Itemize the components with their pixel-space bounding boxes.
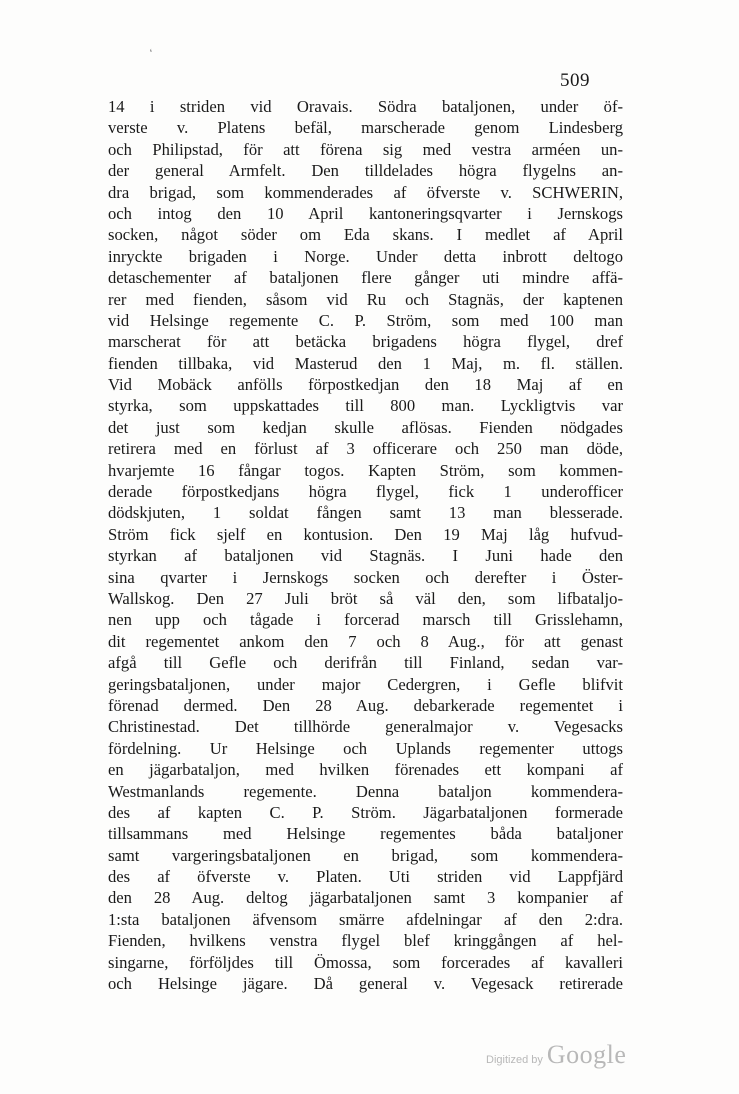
text-line: detaschementer af bataljonen flere gånger uti mindre affä-	[108, 268, 623, 288]
text-line: nen upp och tågade i forcerad marsch till Grisslehamn,	[108, 610, 623, 630]
text-line: det just som kedjan skulle aflösas. Fienden nödgades	[108, 417, 623, 437]
text-line: Vid Mobäck anfölls förpostkedjan den 18 Maj af en	[108, 375, 623, 395]
text-line: marscherat för att betäcka brigadens högra flygel, dref	[108, 332, 623, 352]
text-line: styrka, som uppskattades till 800 man. Lyckligtvis var	[108, 396, 623, 416]
text-line: derade förpostkedjans högra flygel, fick 1 underofficer	[108, 482, 623, 502]
text-line: rer med fienden, såsom vid Ru och Stagnäs, der kaptenen	[108, 289, 623, 309]
text-line: socken, något söder om Eda skans. I medlet af April	[108, 225, 623, 245]
text-line: des af kapten C. P. Ström. Jägarbataljonen formerade	[108, 802, 623, 822]
body-text	[108, 96, 623, 994]
text-line: Ström fick sjelf en kontusion. Den 19 Maj låg hufvud-	[108, 524, 623, 544]
text-line: Fienden, hvilkens venstra flygel blef kringgången af hel-	[108, 931, 623, 951]
text-line: tillsammans med Helsinge regementes båda bataljoner	[108, 824, 623, 844]
text-line: och Philipstad, för att förena sig med vestra arméen un-	[108, 139, 623, 159]
text-line: en jägarbataljon, med hvilken förenades ett kompani af	[108, 760, 623, 780]
page-number: 509	[560, 70, 590, 91]
digitized-by-label: Digitized by	[486, 1054, 543, 1066]
text-line: och Helsinge jägare. Då general v. Vegesack retirerade	[108, 974, 623, 994]
text-line: Westmanlands regemente. Denna bataljon kommendera-	[108, 781, 623, 801]
text-line: dit regementet ankom den 7 och 8 Aug., för att genast	[108, 631, 623, 651]
text-line: förenad dermed. Den 28 Aug. debarkerade regementet i	[108, 695, 623, 715]
text-line: singarne, förföljdes till Ömossa, som forcerades af kavalleri	[108, 952, 623, 972]
text-line: vid Helsinge regemente C. P. Ström, som med 100 man	[108, 310, 623, 330]
text-line: fördelning. Ur Helsinge och Uplands regementer uttogs	[108, 738, 623, 758]
text-line: des af öfverste v. Platen. Uti striden vid Lappfjärd	[108, 867, 623, 887]
text-line: 1:sta bataljonen äfvensom smärre afdelningar af den 2:dra.	[108, 909, 623, 929]
ink-speck: ʻ	[148, 46, 156, 60]
text-line: den 28 Aug. deltog jägarbataljonen samt 3 kompanier af	[108, 888, 623, 908]
text-line: fienden tillbaka, vid Masterud den 1 Maj, m. fl. ställen.	[108, 353, 623, 373]
text-line: hvarjemte 16 fångar togos. Kapten Ström, som kommen-	[108, 460, 623, 480]
text-line: retirera med en förlust af 3 officerare och 250 man döde,	[108, 439, 623, 459]
text-line: afgå till Gefle och derifrån till Finland, sedan var-	[108, 653, 623, 673]
text-line: styrkan af bataljonen vid Stagnäs. I Juni hade den	[108, 546, 623, 566]
text-line: dra brigad, som kommenderades af öfverste v. SCHWERIN,	[108, 182, 623, 202]
text-line: inryckte brigaden i Norge. Under detta inbrott deltogo	[108, 246, 623, 266]
text-line: geringsbataljonen, under major Cedergren, i Gefle blifvit	[108, 674, 623, 694]
text-line: 14 i striden vid Oravais. Södra bataljonen, under öf-	[108, 97, 623, 116]
text-line: der general Armfelt. Den tilldelades högra flygelns an-	[108, 161, 623, 181]
google-logo: Google	[546, 1040, 627, 1069]
text-line: dödskjuten, 1 soldat fången samt 13 man blesserade.	[108, 503, 623, 523]
digitized-by-watermark	[486, 1040, 626, 1070]
text-line: och intog den 10 April kantoneringsqvarter i Jernskogs	[108, 203, 623, 223]
text-line: verste v. Platens befäl, marscherade genom Lindesberg	[108, 118, 623, 138]
text-line: samt vargeringsbataljonen en brigad, som kommendera-	[108, 845, 623, 865]
text-line: Christinestad. Det tillhörde generalmajor v. Vegesacks	[108, 717, 623, 737]
text-line: Wallskog. Den 27 Juli bröt så väl den, som lifbataljo-	[108, 588, 623, 608]
text-line: sina qvarter i Jernskogs socken och derefter i Öster-	[108, 567, 623, 587]
